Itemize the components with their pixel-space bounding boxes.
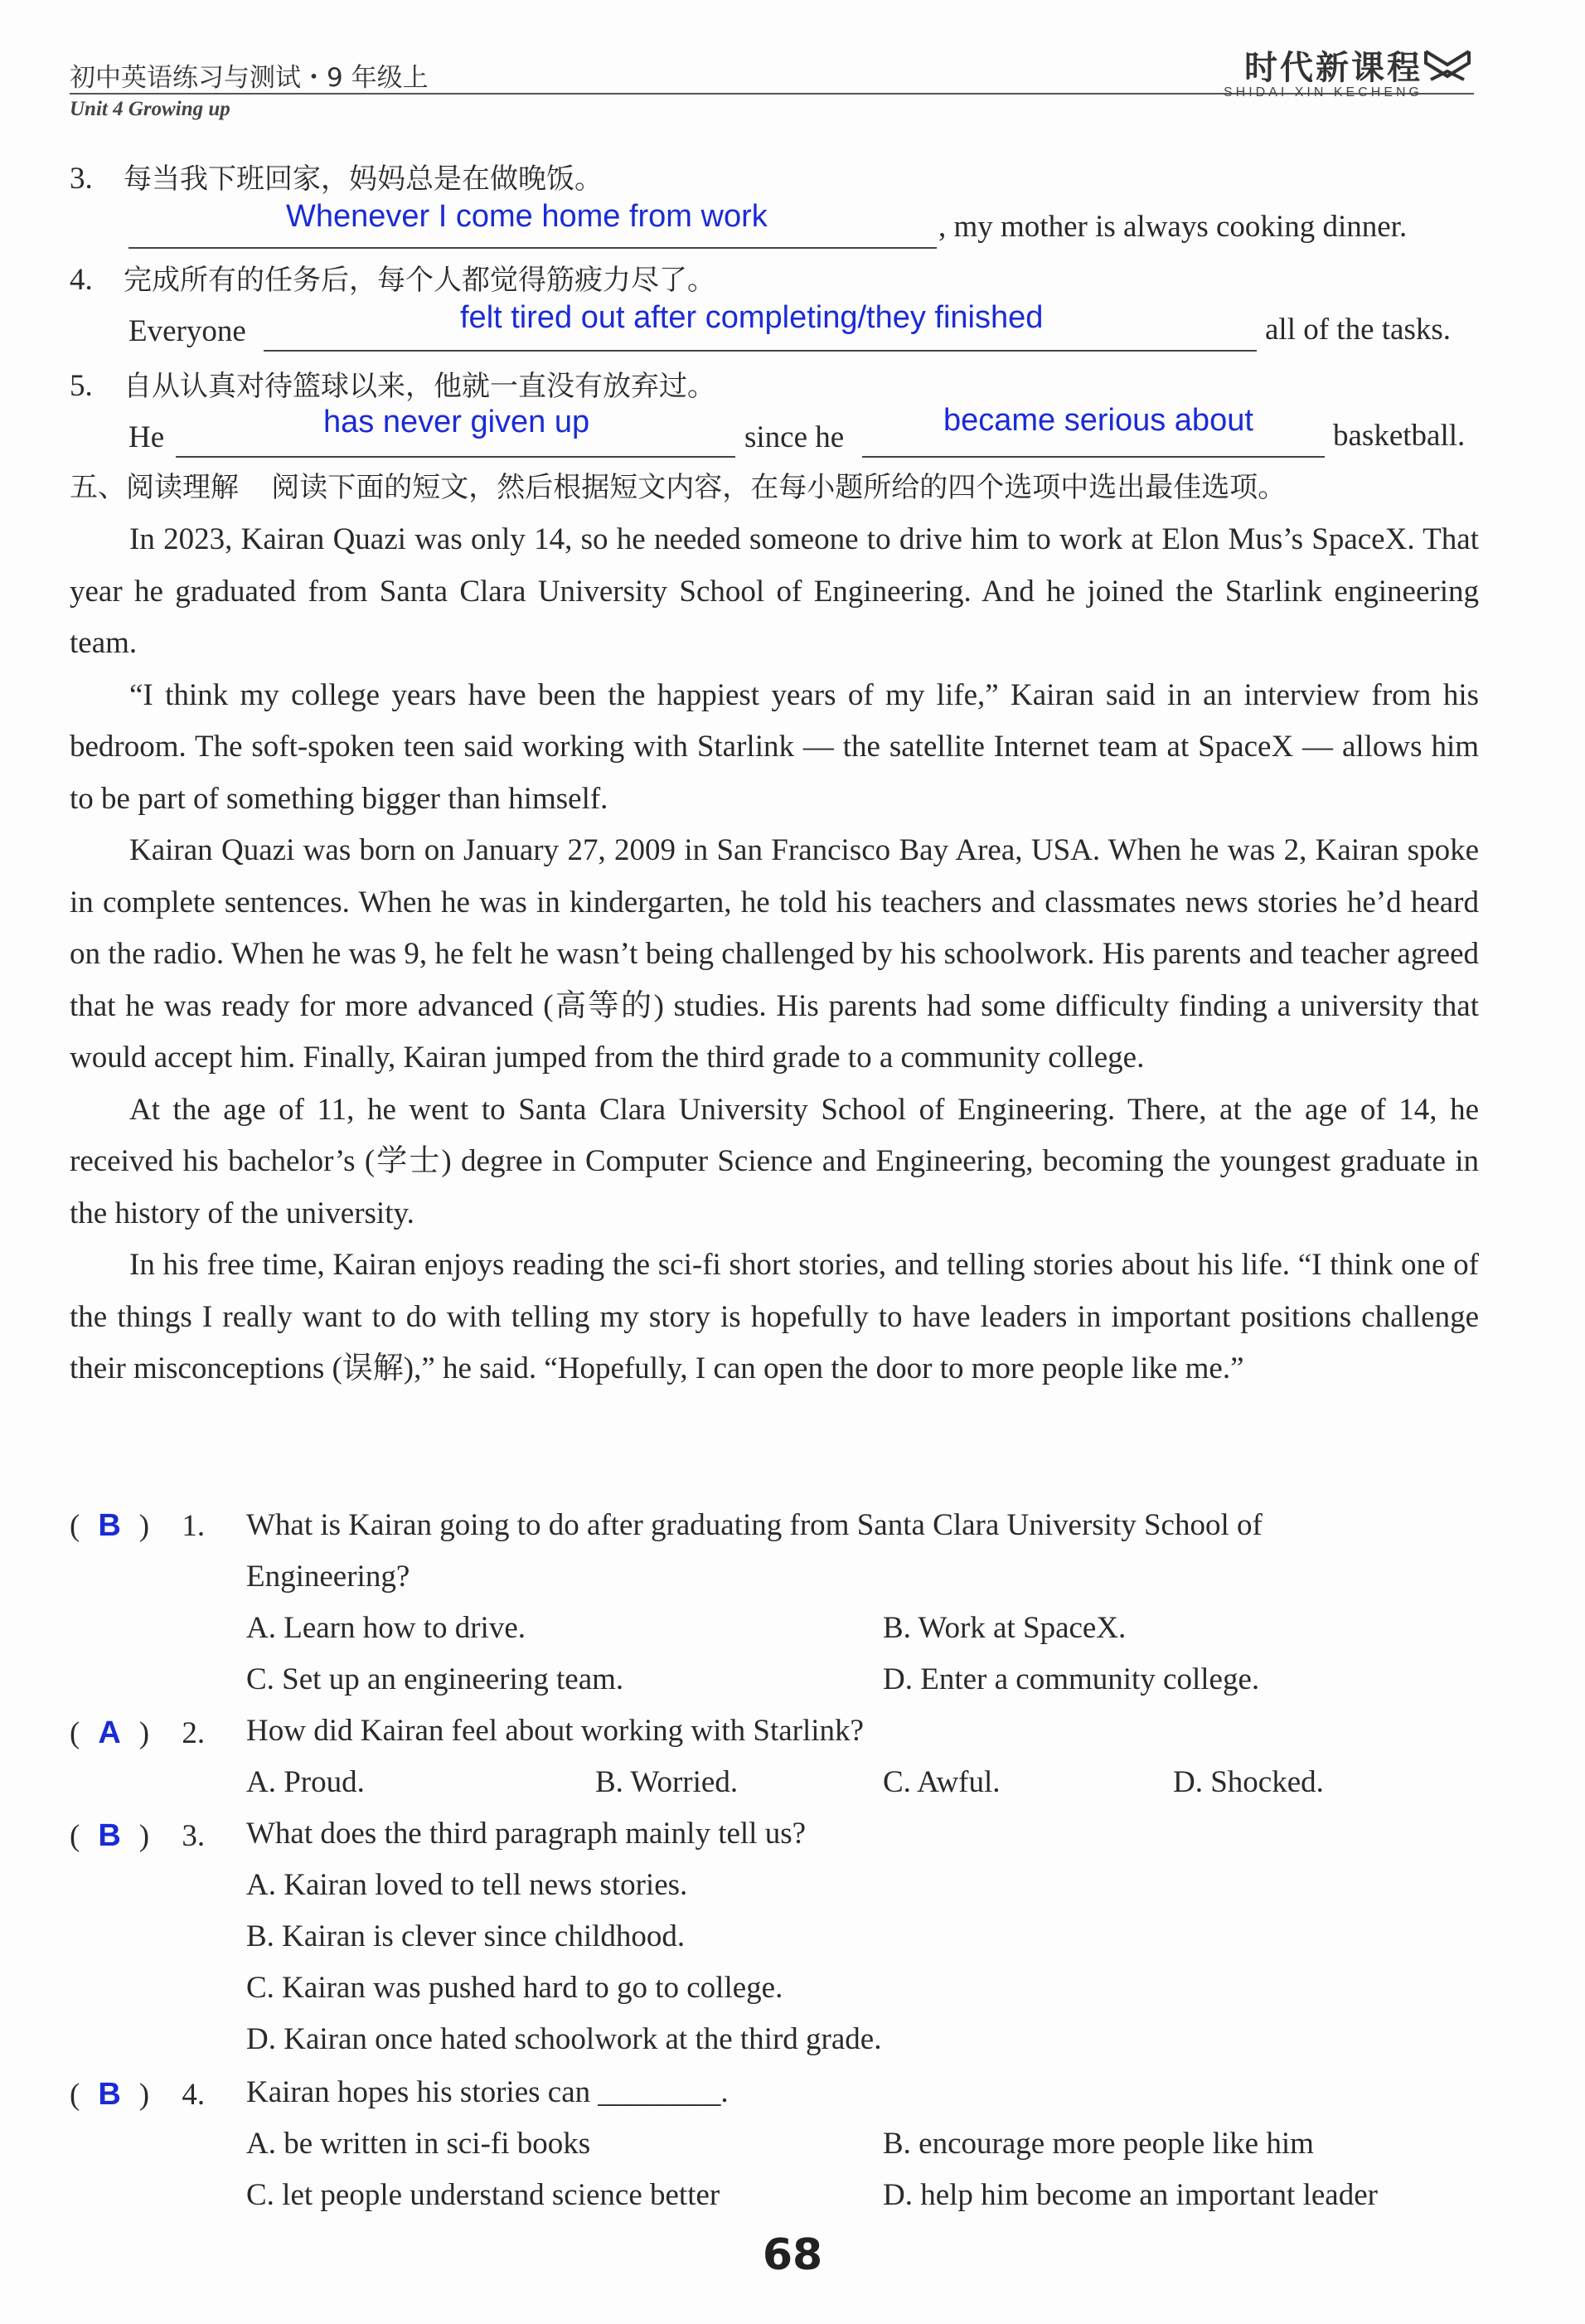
- question-stem: What does the third paragraph mainly tell us?: [246, 1817, 807, 1851]
- chinese-sentence: 每当我下班回家，妈妈总是在做晚饭。: [124, 163, 603, 196]
- book-title: 初中英语练习与测试・9 年级上: [70, 63, 429, 93]
- answer-mark: B: [98, 1508, 121, 1543]
- option-c: C. Awful.: [883, 1765, 1001, 1799]
- handwritten-answer: Whenever I come home from work: [286, 199, 768, 234]
- option-a: A. Learn how to drive.: [246, 1611, 526, 1645]
- passage-paragraph-2: “I think my college years have been the happiest years of my life,” Kairan said in an interview from his bedroom. The soft-spoken teen said working with Starlink — the satellite Internet team at SpaceX — allows him to be part of something bigger than himself.: [70, 677, 1479, 816]
- option-a: A. Kairan loved to tell news stories.: [246, 1868, 688, 1902]
- answer-mark: A: [98, 1715, 121, 1750]
- translation-item-3: [70, 161, 603, 197]
- question-1: ( B ) 1.: [70, 1508, 206, 1543]
- question-4: ( B ) 4.: [70, 2077, 206, 2112]
- brand-name-en: SHIDAI XIN KECHENG: [1223, 85, 1423, 99]
- option-d: D. Kairan once hated schoolwork at the third grade.: [246, 2022, 882, 2056]
- passage-paragraph-5: In his free time, Kairan enjoys reading the sci-fi short stories, and telling stories about his life. “I think one of the things I really want to do with telling my story is hopefully to have leaders in important positions challenge their misconceptions (误解),” he said. “Hopefully, I can open the door to more people like me.”: [70, 1248, 1479, 1385]
- answer-mark: B: [98, 1818, 121, 1853]
- option-b: B. Worried.: [595, 1765, 739, 1799]
- handwritten-answer: has never given up: [323, 405, 590, 439]
- sentence-tail: , my mother is always cooking dinner.: [938, 210, 1408, 244]
- option-a: A. Proud.: [246, 1765, 365, 1799]
- option-d: D. Enter a community college.: [883, 1662, 1260, 1696]
- option-c: C. let people understand science better: [246, 2178, 720, 2212]
- option-c: C. Kairan was pushed hard to go to college.: [246, 1971, 783, 2005]
- reading-passage: [70, 514, 1479, 1395]
- answer-mark: B: [98, 2077, 121, 2112]
- translation-item-4: [70, 262, 715, 298]
- passage-paragraph-4: At the age of 11, he went to Santa Clara University School of Engineering. There, at the age of 14, he received his bachelor’s (学士) degree in Computer Science and Engineering, becoming the youngest graduate in the history of the university.: [70, 1092, 1479, 1230]
- question-2: ( A ) 2.: [70, 1715, 206, 1750]
- question-number: 2.: [182, 1716, 206, 1750]
- option-b: B. Kairan is clever since childhood.: [246, 1919, 686, 1953]
- passage-paragraph-3: Kairan Quazi was born on January 27, 2009 in San Francisco Bay Area, USA. When he was 2, Kairan spoke in complete sentences. When he was in kindergarten, he told his teachers and classmates news stories he’d heard on the radio. When he was 9, he felt he wasn’t being challenged by his schoolwork. His parents and teacher agreed that he was ready for more advanced (高等的) studies. His parents had some difficulty finding a university that would accept him. Finally, Kairan jumped from the third grade to a community college.: [70, 833, 1479, 1075]
- question-stem: What is Kairan going to do after graduating from Santa Clara University School of: [246, 1508, 1263, 1542]
- passage-paragraph-1: In 2023, Kairan Quazi was only 14, so he needed someone to drive him to work at Elon Mus’s SpaceX. That year he graduated from Santa Clara University School of Engineering. And he joined the Starlink engineering team.: [70, 522, 1479, 660]
- sentence-start: He: [128, 420, 165, 454]
- option-d: D. help him become an important leader: [883, 2178, 1378, 2212]
- brand-logo-icon: [1423, 46, 1472, 83]
- sentence-start: Everyone: [128, 314, 246, 348]
- question-stem: How did Kairan feel about working with Starlink?: [246, 1714, 864, 1748]
- option-c: C. Set up an engineering team.: [246, 1662, 624, 1696]
- chinese-sentence: 完成所有的任务后，每个人都觉得筋疲力尽了。: [124, 264, 715, 297]
- item-number: 4.: [70, 263, 93, 297]
- question-number: 1.: [182, 1509, 206, 1543]
- translation-item-5: [70, 368, 715, 405]
- unit-label: Unit 4 Growing up: [70, 98, 230, 120]
- section-label: 五、阅读理解: [70, 471, 239, 504]
- sentence-tail: basketball.: [1333, 419, 1466, 453]
- question-stem: Kairan hopes his stories can ________.: [246, 2075, 729, 2109]
- page-number: 68: [762, 2230, 823, 2280]
- question-3: ( B ) 3.: [70, 1818, 206, 1853]
- brand-name-cn: 时代新课程: [1244, 49, 1423, 87]
- option-a: A. be written in sci-fi books: [246, 2127, 591, 2161]
- section-heading: [70, 469, 1286, 506]
- handwritten-answer: felt tired out after completing/they finished: [460, 300, 1044, 335]
- option-d: D. Shocked.: [1173, 1765, 1324, 1799]
- sentence-tail: all of the tasks.: [1265, 313, 1452, 347]
- question-number: 4.: [182, 2078, 206, 2112]
- section-instruction: 阅读下面的短文，然后根据短文内容，在每小题所给的四个选项中选出最佳选项。: [271, 471, 1287, 504]
- item-number: 3.: [70, 162, 93, 196]
- question-stem-cont: Engineering?: [246, 1560, 410, 1594]
- chinese-sentence: 自从认真对待篮球以来，他就一直没有放弃过。: [124, 370, 715, 403]
- handwritten-answer-2: became serious about: [943, 403, 1253, 438]
- item-number: 5.: [70, 369, 93, 403]
- option-b: B. encourage more people like him: [883, 2127, 1314, 2161]
- sentence-middle: since he: [744, 420, 845, 454]
- question-number: 3.: [182, 1819, 206, 1853]
- option-b: B. Work at SpaceX.: [883, 1611, 1127, 1645]
